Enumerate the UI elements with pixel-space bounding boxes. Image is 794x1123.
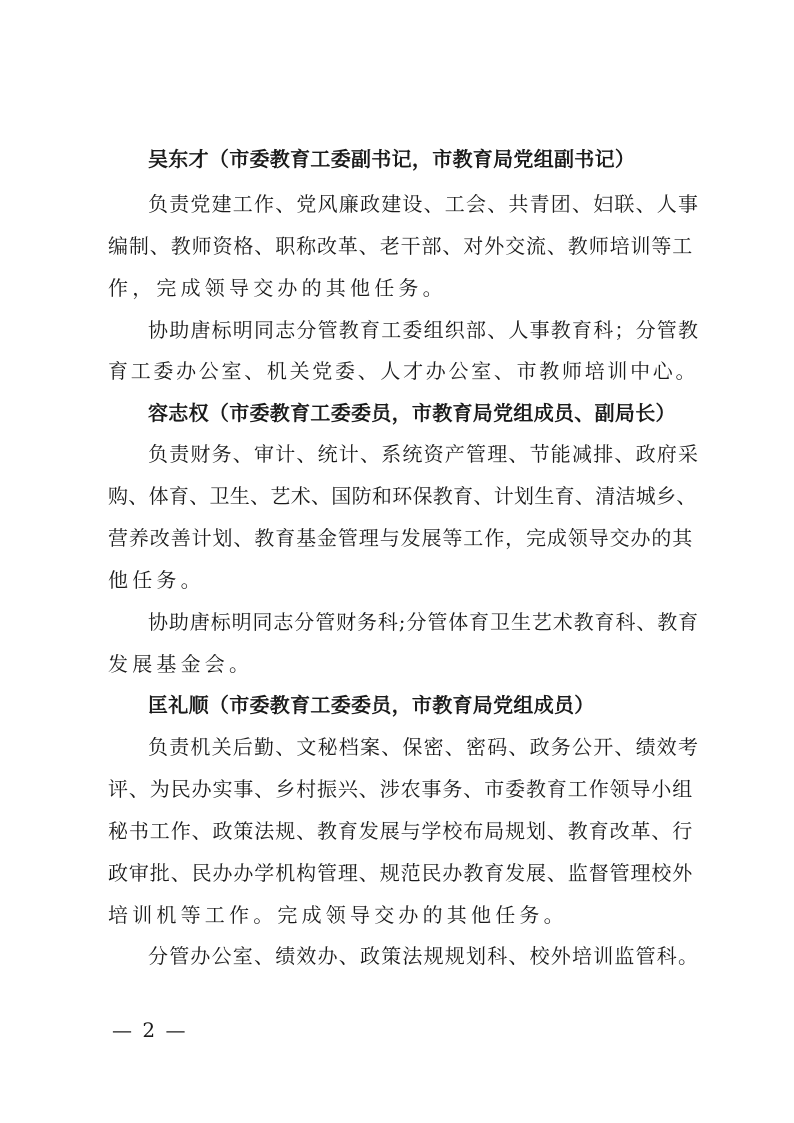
paragraph-line: 他任务。 (108, 568, 205, 592)
paragraph-line: 评、为民办实事、乡村振兴、涉农事务、市委教育工作领导小组 (108, 777, 694, 801)
paragraph-line: 协助唐标明同志分管财务科;分管体育卫生艺术教育科、教育 (148, 610, 700, 634)
section-heading-wu-dongcai: 吴东才（市委教育工委副书记，市教育局党组副书记） (148, 147, 636, 171)
paragraph-line: 秘书工作、政策法规、教育发展与学校布局规划、教育改革、行 (108, 819, 694, 843)
section-heading-kuang-lishun: 匡礼顺（市委教育工委委员，市教育局党组成员） (148, 693, 595, 717)
paragraph-line: 协助唐标明同志分管教育工委组织部、人事教育科；分管教 (148, 318, 700, 342)
paragraph-line: 负责财务、审计、统计、系统资产管理、节能减排、政府采 (148, 442, 700, 466)
paragraph-line: 培训机等工作。完成领导交办的其他任务。 (108, 903, 568, 927)
paragraph-line: 政审批、民办办学机构管理、规范民办教育发展、监督管理校外 (108, 861, 694, 885)
paragraph-line: 负责党建工作、党风廉政建设、工会、共青团、妇联、人事 (148, 192, 700, 216)
section-heading-rong-zhiquan: 容志权（市委教育工委委员，市教育局党组成员、副局长） (148, 401, 676, 425)
page-number: — 2 — (112, 1018, 188, 1042)
paragraph-line: 作，完成领导交办的其他任务。 (108, 276, 447, 300)
paragraph-line: 购、体育、卫生、艺术、国防和环保教育、计划生育、清洁城乡、 (108, 484, 697, 508)
paragraph-line: 分管办公室、绩效办、政策法规规划科、校外培训监管科。 (148, 944, 700, 968)
paragraph-line: 营养改善计划、教育基金管理与发展等工作，完成领导交办的其 (108, 526, 694, 550)
paragraph-line: 负责机关后勤、文秘档案、保密、密码、政务公开、绩效考 (148, 735, 700, 759)
paragraph-line: 编制、教师资格、职称改革、老干部、对外交流、教师培训等工 (108, 234, 694, 258)
paragraph-line: 发展基金会。 (108, 652, 254, 676)
paragraph-line: 育工委办公室、机关党委、人才办公室、市教师培训中心。 (108, 359, 699, 383)
